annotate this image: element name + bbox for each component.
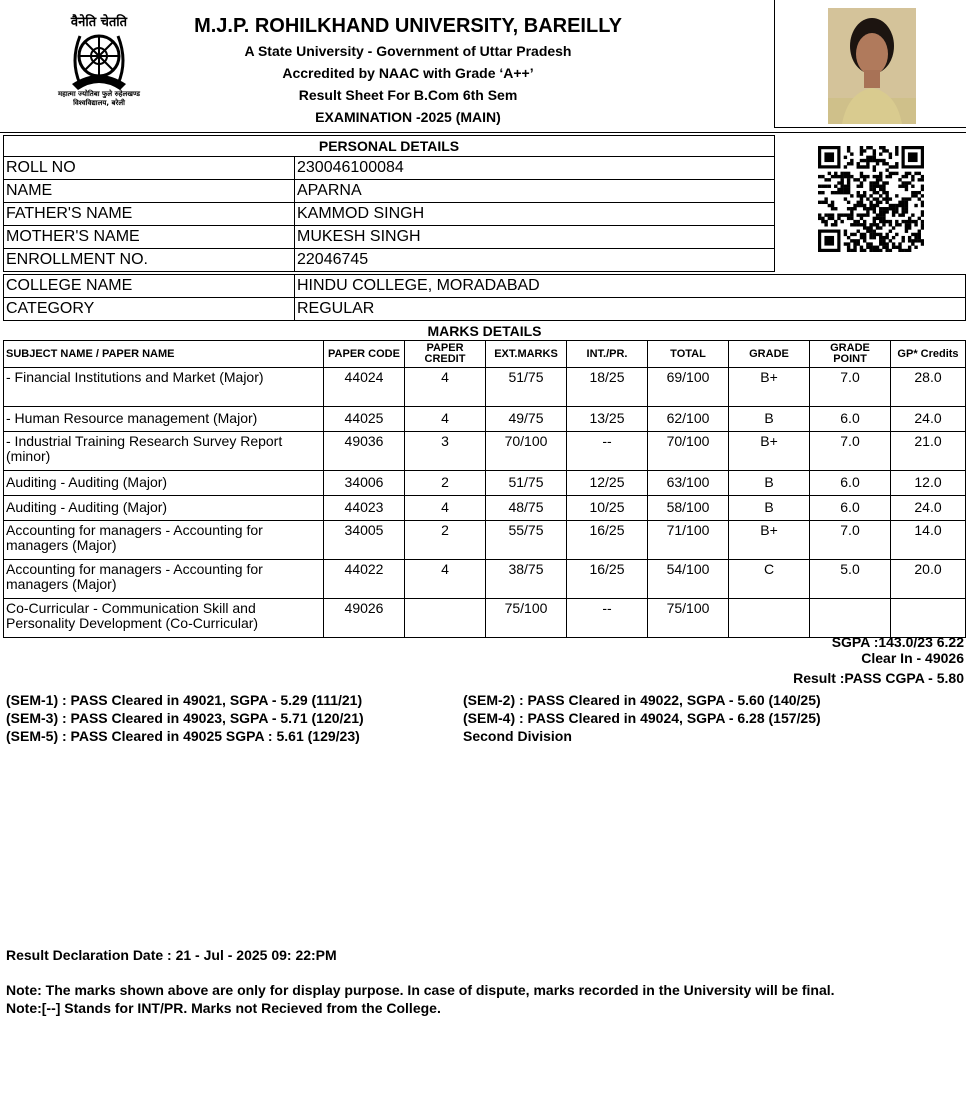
cell-paper-code: 49026 — [324, 599, 405, 638]
table-row — [4, 432, 966, 471]
header-line-3: Accredited by NAAC with Grade ‘A++’ — [282, 65, 534, 81]
cell-grade-point: 7.0 — [810, 368, 891, 407]
cell-total: 70/100 — [648, 432, 729, 471]
cell-ext-marks: 38/75 — [486, 560, 567, 599]
cell-int-pr: 12/25 — [567, 471, 648, 496]
cell-gp-credits: 12.0 — [891, 471, 966, 496]
sem-1-result: (SEM-1) : PASS Cleared in 49021, SGPA - 5.29 (111/21) — [6, 692, 363, 708]
table-row — [4, 521, 966, 560]
qr-code — [818, 146, 924, 252]
table-row — [4, 249, 775, 272]
header-divider — [0, 132, 966, 133]
cell-total: 54/100 — [648, 560, 729, 599]
value-enrollment-no: 22046745 — [295, 249, 775, 272]
result-declaration-date: Result Declaration Date : 21 - Jul - 2025 09: 22:PM — [6, 947, 337, 963]
value-category: REGULAR — [295, 298, 966, 321]
cell-ext-marks: 75/100 — [486, 599, 567, 638]
cell-paper-credit: 2 — [405, 521, 486, 560]
header-paper-credit: PAPER CREDIT — [405, 341, 486, 368]
cell-paper-code: 44023 — [324, 496, 405, 521]
cell-int-pr: 10/25 — [567, 496, 648, 521]
cell-subject: - Financial Institutions and Market (Major) — [4, 368, 324, 407]
header-paper-code: PAPER CODE — [324, 341, 405, 368]
student-photo-frame — [774, 0, 966, 128]
cell-paper-code: 44024 — [324, 368, 405, 407]
cell-grade-point: 6.0 — [810, 496, 891, 521]
cell-ext-marks: 51/75 — [486, 368, 567, 407]
cell-subject: Accounting for managers - Accounting for managers (Major) — [4, 521, 324, 560]
logo-caption: महात्मा ज्योतिबा फुले रुहेलखण्ड विश्वविद्यालय, बरेली — [57, 90, 141, 107]
division: Second Division — [463, 728, 572, 744]
personal-details-extra — [3, 274, 966, 321]
table-row — [4, 275, 966, 298]
table-row — [4, 368, 966, 407]
cell-gp-credits: 21.0 — [891, 432, 966, 471]
cell-grade — [729, 599, 810, 638]
cell-paper-credit: 2 — [405, 471, 486, 496]
cell-grade: B+ — [729, 432, 810, 471]
cell-int-pr: -- — [567, 599, 648, 638]
value-roll-no: 230046100084 — [295, 157, 775, 180]
marks-details-title: MARKS DETAILS — [427, 323, 542, 339]
cell-int-pr: 13/25 — [567, 407, 648, 432]
header-gp-credits: GP* Credits — [891, 341, 966, 368]
table-row — [4, 407, 966, 432]
label-college-name: COLLEGE NAME — [4, 275, 295, 298]
header-grade: GRADE — [729, 341, 810, 368]
result-cgpa: Result :PASS CGPA - 5.80 — [793, 670, 964, 686]
label-enrollment-no: ENROLLMENT NO. — [4, 249, 295, 272]
cell-ext-marks: 55/75 — [486, 521, 567, 560]
cell-gp-credits: 28.0 — [891, 368, 966, 407]
student-photo — [828, 8, 916, 124]
cell-total: 71/100 — [648, 521, 729, 560]
table-row — [4, 599, 966, 638]
cell-int-pr: 18/25 — [567, 368, 648, 407]
clear-in: Clear In - 49026 — [861, 650, 964, 666]
marks-table — [3, 322, 966, 638]
table-row — [4, 471, 966, 496]
cell-total: 75/100 — [648, 599, 729, 638]
cell-ext-marks: 49/75 — [486, 407, 567, 432]
cell-paper-credit: 4 — [405, 560, 486, 599]
cell-grade-point — [810, 599, 891, 638]
table-row — [4, 203, 775, 226]
table-row — [4, 560, 966, 599]
header-int-pr: INT./PR. — [567, 341, 648, 368]
cell-subject: Co-Curricular - Communication Skill and Personality Development (Co-Curricular) — [4, 599, 324, 638]
table-row — [4, 226, 775, 249]
personal-details-table — [3, 135, 775, 272]
marks-header-row — [4, 341, 966, 368]
table-row — [4, 157, 775, 180]
cell-ext-marks: 51/75 — [486, 471, 567, 496]
value-mother-name: MUKESH SINGH — [295, 226, 775, 249]
header-line-2: A State University - Government of Uttar Pradesh — [244, 43, 572, 59]
label-father-name: FATHER'S NAME — [4, 203, 295, 226]
cell-grade-point: 6.0 — [810, 471, 891, 496]
cell-paper-code: 34006 — [324, 471, 405, 496]
cell-ext-marks: 48/75 — [486, 496, 567, 521]
label-roll-no: ROLL NO — [4, 157, 295, 180]
cell-grade: B — [729, 407, 810, 432]
cell-paper-code: 44025 — [324, 407, 405, 432]
cell-grade-point: 6.0 — [810, 407, 891, 432]
cell-subject: - Human Resource management (Major) — [4, 407, 324, 432]
cell-grade: B+ — [729, 368, 810, 407]
sem-3-result: (SEM-3) : PASS Cleared in 49023, SGPA - 5.71 (120/21) — [6, 710, 364, 726]
personal-details-title: PERSONAL DETAILS — [4, 136, 775, 157]
table-row — [4, 298, 966, 321]
cell-gp-credits: 14.0 — [891, 521, 966, 560]
value-name: APARNA — [295, 180, 775, 203]
cell-grade-point: 5.0 — [810, 560, 891, 599]
cell-int-pr: 16/25 — [567, 521, 648, 560]
cell-paper-credit — [405, 599, 486, 638]
cell-total: 58/100 — [648, 496, 729, 521]
cell-ext-marks: 70/100 — [486, 432, 567, 471]
label-category: CATEGORY — [4, 298, 295, 321]
cell-gp-credits — [891, 599, 966, 638]
cell-paper-credit: 3 — [405, 432, 486, 471]
cell-paper-code: 34005 — [324, 521, 405, 560]
cell-paper-code: 49036 — [324, 432, 405, 471]
header-line-4: Result Sheet For B.Com 6th Sem — [298, 87, 518, 103]
header-subject: SUBJECT NAME / PAPER NAME — [4, 341, 324, 368]
cell-subject: Auditing - Auditing (Major) — [4, 471, 324, 496]
cell-paper-credit: 4 — [405, 496, 486, 521]
sem-5-result: (SEM-5) : PASS Cleared in 49025 SGPA : 5.61 (129/23) — [6, 728, 360, 744]
sgpa-summary: SGPA :143.0/23 6.22 — [831, 634, 964, 650]
cell-gp-credits: 20.0 — [891, 560, 966, 599]
cell-paper-code: 44022 — [324, 560, 405, 599]
sem-2-result: (SEM-2) : PASS Cleared in 49022, SGPA - 5.60 (140/25) — [463, 692, 821, 708]
value-father-name: KAMMOD SINGH — [295, 203, 775, 226]
cell-grade: B — [729, 471, 810, 496]
cell-subject: - Industrial Training Research Survey Report (minor) — [4, 432, 324, 471]
table-row — [4, 496, 966, 521]
cell-subject: Accounting for managers - Accounting for managers (Major) — [4, 560, 324, 599]
cell-int-pr: -- — [567, 432, 648, 471]
cell-subject: Auditing - Auditing (Major) — [4, 496, 324, 521]
label-mother-name: MOTHER'S NAME — [4, 226, 295, 249]
header-grade-point: GRADE POINT — [810, 341, 891, 368]
cell-gp-credits: 24.0 — [891, 496, 966, 521]
header-line-5: EXAMINATION -2025 (MAIN) — [315, 109, 501, 125]
note-int-pr: Note:[--] Stands for INT/PR. Marks not Recieved from the College. — [6, 1000, 441, 1016]
cell-gp-credits: 24.0 — [891, 407, 966, 432]
header-ext-marks: EXT.MARKS — [486, 341, 567, 368]
cell-grade: C — [729, 560, 810, 599]
table-row — [4, 180, 775, 203]
cell-int-pr: 16/25 — [567, 560, 648, 599]
cell-grade-point: 7.0 — [810, 432, 891, 471]
header-total: TOTAL — [648, 341, 729, 368]
cell-total: 69/100 — [648, 368, 729, 407]
label-name: NAME — [4, 180, 295, 203]
sem-4-result: (SEM-4) : PASS Cleared in 49024, SGPA - 6.28 (157/25) — [463, 710, 821, 726]
cell-paper-credit: 4 — [405, 368, 486, 407]
cell-total: 62/100 — [648, 407, 729, 432]
logo-motto: वैनेति चेतति — [70, 15, 128, 30]
cell-grade: B+ — [729, 521, 810, 560]
cell-grade-point: 7.0 — [810, 521, 891, 560]
note-display-purpose: Note: The marks shown above are only for display purpose. In case of dispute, marks recorded in the University will be final. — [6, 982, 835, 998]
cell-grade: B — [729, 496, 810, 521]
value-college-name: HINDU COLLEGE, MORADABAD — [295, 275, 966, 298]
university-title: M.J.P. ROHILKHAND UNIVERSITY, BAREILLY — [194, 15, 622, 37]
cell-total: 63/100 — [648, 471, 729, 496]
cell-paper-credit: 4 — [405, 407, 486, 432]
